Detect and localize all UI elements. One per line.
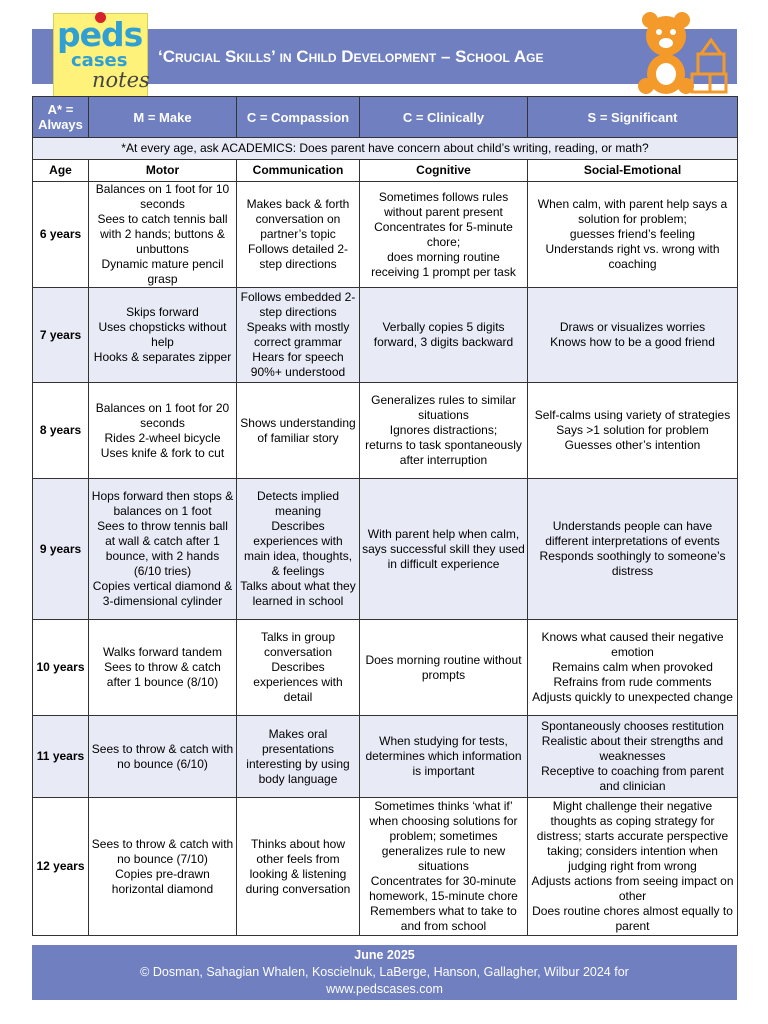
age-cell: 9 years <box>33 479 89 620</box>
communication-cell: Shows understanding of familiar story <box>237 383 360 479</box>
milestone-rows <box>33 182 738 936</box>
footer <box>32 945 737 1000</box>
footer-date: June 2025 <box>354 948 415 962</box>
social-cell: Understands people can have different interpretations of events Responds soothingly to someone’s distress <box>528 479 738 620</box>
cognitive-cell: Generalizes rules to similar situations Ignores distractions; returns to task spontaneously after interruption <box>360 383 528 479</box>
table-row <box>33 716 738 798</box>
column-header-row <box>33 160 738 182</box>
communication-cell: Thinks about how other feels from looking & listening during conversation <box>237 798 360 936</box>
header-cognitive: Cognitive <box>360 160 528 182</box>
communication-cell: Makes oral presentations interesting by using body language <box>237 716 360 798</box>
logo-text-cases: cases <box>71 50 128 71</box>
age-cell: 11 years <box>33 716 89 798</box>
social-cell: When calm, with parent help says a solution for problem; guesses friend’s feeling Understands right vs. wrong with coaching <box>528 182 738 288</box>
table-row <box>33 798 738 936</box>
motor-cell: Hops forward then stops & balances on 1 foot Sees to throw tennis ball at wall & catch after 1 bounce, with 2 hands (6/10 tries) Copies vertical diamond & 3-dimensional cylinder <box>89 479 237 620</box>
header-age: Age <box>33 160 89 182</box>
social-cell: Spontaneously chooses restitution Realistic about their strengths and weaknesses Receptive to coaching from parent and clinician <box>528 716 738 798</box>
footer-credit: © Dosman, Sahagian Whalen, Koscielnuk, LaBerge, Hanson, Gallagher, Wilbur 2024 for <box>140 965 629 979</box>
cognitive-cell: With parent help when calm, says successful skill they used in difficult experience <box>360 479 528 620</box>
social-cell: Knows what caused their negative emotion Remains calm when provoked Refrains from rude comments Adjusts quickly to unexpected change <box>528 620 738 716</box>
social-cell: Draws or visualizes worries Knows how to be a good friend <box>528 288 738 383</box>
cognitive-cell: Sometimes follows rules without parent present Concentrates for 5-minute chore; does morning routine receiving 1 prompt per task <box>360 182 528 288</box>
motor-cell: Sees to throw & catch with no bounce (6/10) <box>89 716 237 798</box>
social-cell: Self-calms using variety of strategies Says >1 solution for problem Guesses other’s intention <box>528 383 738 479</box>
age-cell: 10 years <box>33 620 89 716</box>
age-cell: 7 years <box>33 288 89 383</box>
header-motor: Motor <box>89 160 237 182</box>
header-communication: Communication <box>237 160 360 182</box>
communication-cell: Follows embedded 2-step directions Speaks with mostly correct grammar Hears for speech 90%+ understood <box>237 288 360 383</box>
pedscases-logo <box>53 13 148 97</box>
motor-cell: Sees to throw & catch with no bounce (7/10) Copies pre-drawn horizontal diamond <box>89 798 237 936</box>
academics-note: *At every age, ask ACADEMICS: Does parent have concern about child’s writing, reading, or math? <box>33 138 738 160</box>
communication-cell: Makes back & forth conversation on partner’s topic Follows detailed 2-step directions <box>237 182 360 288</box>
teddy-bear-icon <box>636 12 728 96</box>
acronym-compassion: C = Compassion <box>237 97 360 138</box>
age-cell: 12 years <box>33 798 89 936</box>
logo-text-peds: peds <box>57 15 143 54</box>
academics-note-row <box>33 138 738 160</box>
acronym-make: M = Make <box>89 97 237 138</box>
table-row <box>33 620 738 716</box>
milestones-table <box>32 96 738 936</box>
motor-cell: Balances on 1 foot for 10 seconds Sees to catch tennis ball with 2 hands; buttons & unbuttons Dynamic mature pencil grasp <box>89 182 237 288</box>
cognitive-cell: Verbally copies 5 digits forward, 3 digits backward <box>360 288 528 383</box>
age-cell: 8 years <box>33 383 89 479</box>
social-cell: Might challenge their negative thoughts as coping strategy for distress; starts accurate perspective taking; considers intention when judging right from wrong Adjusts actions from seeing impact on other Does routine chores almost equally to parent <box>528 798 738 936</box>
acronym-row <box>33 97 738 138</box>
cognitive-cell: Does morning routine without prompts <box>360 620 528 716</box>
page-title: ‘Crucial Skills’ in Child Development – School Age <box>158 46 544 66</box>
footer-url[interactable]: www.pedscases.com <box>326 982 443 996</box>
motor-cell: Walks forward tandem Sees to throw & catch after 1 bounce (8/10) <box>89 620 237 716</box>
communication-cell: Detects implied meaning Describes experiences with main idea, thoughts, & feelings Talks about what they learned in school <box>237 479 360 620</box>
cognitive-cell: When studying for tests, determines which information is important <box>360 716 528 798</box>
motor-cell: Skips forward Uses chopsticks without help Hooks & separates zipper <box>89 288 237 383</box>
communication-cell: Talks in group conversation Describes experiences with detail <box>237 620 360 716</box>
acronym-significant: S = Significant <box>528 97 738 138</box>
table-row <box>33 479 738 620</box>
cognitive-cell: Sometimes thinks ‘what if’ when choosing solutions for problem; sometimes generalizes rule to new situations Concentrates for 30-minute homework, 15-minute chore Remembers what to take to and from school <box>360 798 528 936</box>
acronym-clinically: C = Clinically <box>360 97 528 138</box>
table-row <box>33 182 738 288</box>
acronym-always: A* = Always <box>33 97 89 138</box>
header-social-emotional: Social-Emotional <box>528 160 738 182</box>
age-cell: 6 years <box>33 182 89 288</box>
table-row <box>33 288 738 383</box>
table-row <box>33 383 738 479</box>
motor-cell: Balances on 1 foot for 20 seconds Rides 2-wheel bicycle Uses knife & fork to cut <box>89 383 237 479</box>
logo-text-notes: notes <box>92 68 150 92</box>
